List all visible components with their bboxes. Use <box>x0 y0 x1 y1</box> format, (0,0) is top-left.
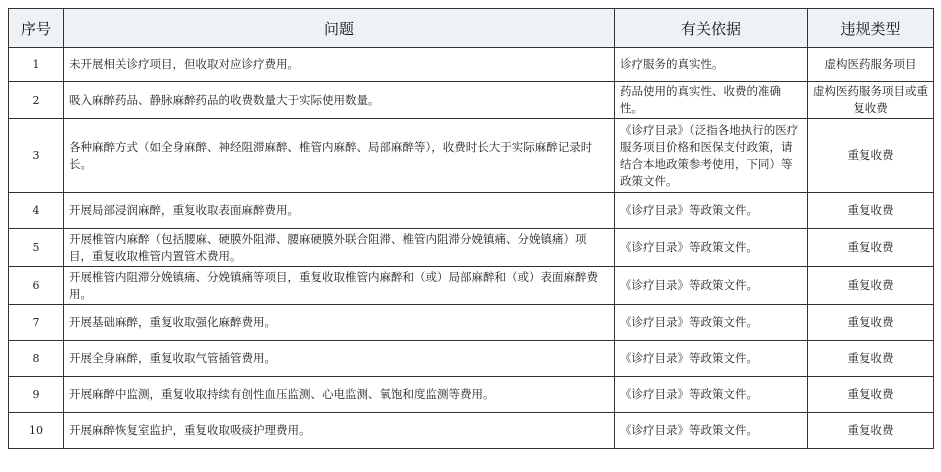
basis-cell: 诊疗服务的真实性。 <box>615 48 808 82</box>
violation-type-cell: 重复收费 <box>808 193 934 229</box>
table-row <box>9 119 934 193</box>
violation-type-cell: 重复收费 <box>808 341 934 377</box>
table-row <box>9 82 934 119</box>
table-row <box>9 377 934 413</box>
row-number: 10 <box>9 413 64 449</box>
row-number: 9 <box>9 377 64 413</box>
violation-type-cell: 虚构医药服务项目 <box>808 48 934 82</box>
header-no: 序号 <box>9 9 64 48</box>
violation-type-cell: 重复收费 <box>808 267 934 305</box>
violation-type-cell: 虚构医药服务项目或重复收费 <box>808 82 934 119</box>
violation-type-cell: 重复收费 <box>808 229 934 267</box>
row-number: 4 <box>9 193 64 229</box>
row-number: 2 <box>9 82 64 119</box>
problem-cell: 开展麻醉中监测，重复收取持续有创性血压监测、心电监测、氧饱和度监测等费用。 <box>64 377 615 413</box>
row-number: 1 <box>9 48 64 82</box>
table-row <box>9 305 934 341</box>
table-body <box>9 48 934 449</box>
table-row <box>9 48 934 82</box>
row-number: 5 <box>9 229 64 267</box>
header-row <box>9 9 934 48</box>
table-row <box>9 413 934 449</box>
violations-table <box>8 8 934 449</box>
problem-cell: 开展基础麻醉，重复收取强化麻醉费用。 <box>64 305 615 341</box>
header-type: 违规类型 <box>808 9 934 48</box>
basis-cell: 药品使用的真实性、收费的准确性。 <box>615 82 808 119</box>
table-header <box>9 9 934 48</box>
problem-cell: 未开展相关诊疗项目，但收取对应诊疗费用。 <box>64 48 615 82</box>
basis-cell: 《诊疗目录》等政策文件。 <box>615 305 808 341</box>
problem-cell: 各种麻醉方式（如全身麻醉、神经阻滞麻醉、椎管内麻醉、局部麻醉等），收费时长大于实际麻醉记录时长。 <box>64 119 615 193</box>
table-row <box>9 229 934 267</box>
table-row <box>9 267 934 305</box>
basis-cell: 《诊疗目录》等政策文件。 <box>615 193 808 229</box>
row-number: 8 <box>9 341 64 377</box>
basis-cell: 《诊疗目录》等政策文件。 <box>615 341 808 377</box>
problem-cell: 开展麻醉恢复室监护，重复收取吸痰护理费用。 <box>64 413 615 449</box>
table-row <box>9 193 934 229</box>
violation-type-cell: 重复收费 <box>808 413 934 449</box>
basis-cell: 《诊疗目录》（泛指各地执行的医疗服务项目价格和医保支付政策，请结合本地政策参考使用，下同）等政策文件。 <box>615 119 808 193</box>
violation-type-cell: 重复收费 <box>808 119 934 193</box>
header-basis: 有关依据 <box>615 9 808 48</box>
violation-type-cell: 重复收费 <box>808 305 934 341</box>
table-row <box>9 341 934 377</box>
row-number: 7 <box>9 305 64 341</box>
violation-type-cell: 重复收费 <box>808 377 934 413</box>
problem-cell: 吸入麻醉药品、静脉麻醉药品的收费数量大于实际使用数量。 <box>64 82 615 119</box>
header-problem: 问题 <box>64 9 615 48</box>
basis-cell: 《诊疗目录》等政策文件。 <box>615 413 808 449</box>
problem-cell: 开展局部浸润麻醉，重复收取表面麻醉费用。 <box>64 193 615 229</box>
problem-cell: 开展椎管内麻醉（包括腰麻、硬膜外阻滞、腰麻硬膜外联合阻滞、椎管内阻滞分娩镇痛、分娩镇痛）项目，重复收取椎管内置管术费用。 <box>64 229 615 267</box>
row-number: 3 <box>9 119 64 193</box>
basis-cell: 《诊疗目录》等政策文件。 <box>615 267 808 305</box>
problem-cell: 开展椎管内阻滞分娩镇痛、分娩镇痛等项目，重复收取椎管内麻醉和（或）局部麻醉和（或）表面麻醉费用。 <box>64 267 615 305</box>
basis-cell: 《诊疗目录》等政策文件。 <box>615 229 808 267</box>
basis-cell: 《诊疗目录》等政策文件。 <box>615 377 808 413</box>
row-number: 6 <box>9 267 64 305</box>
problem-cell: 开展全身麻醉，重复收取气管插管费用。 <box>64 341 615 377</box>
